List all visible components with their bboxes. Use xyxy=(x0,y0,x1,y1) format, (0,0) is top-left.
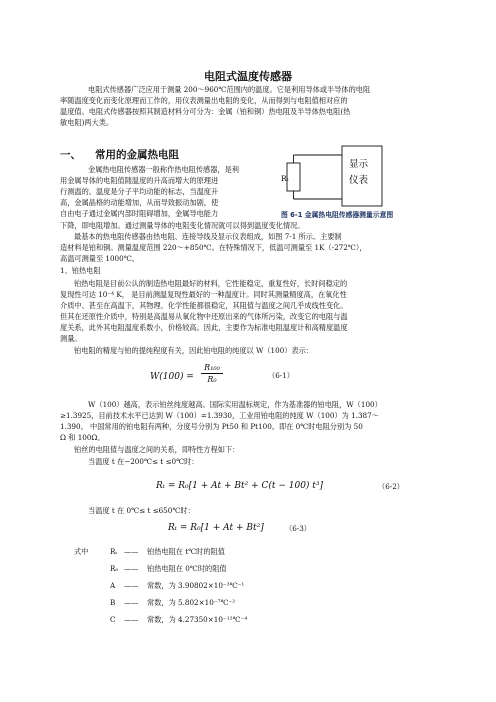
display-label-2: 仪表 xyxy=(349,175,369,186)
def-desc-a: 常数，为 3.90802×10⁻³℃⁻¹ xyxy=(147,581,245,590)
def-dash-b: —— xyxy=(124,598,139,607)
def-dash-r0: —— xyxy=(124,564,139,573)
eq1-denominator: R₀ xyxy=(207,375,217,384)
para1-line-1: 下降，即电阻增加。通过测量导体的电阻变化情况就可以得到温度变化情况。 xyxy=(60,221,305,230)
def-sym-a: A xyxy=(110,581,116,590)
intro-line-1: 电阻式传感器广泛应用于测量 200～960℃范围内的温度。它是利用导体或半导体的电阻 xyxy=(88,85,371,94)
circuit-diagram xyxy=(278,143,438,209)
eq1-lhs: W(100) = xyxy=(150,372,194,382)
wrap-line-5: 自由电子通过金属内部时阻碍增加，金属导电能力 xyxy=(60,209,219,218)
intro-line-2: 率随温度变化而变化原理而工作的，用仪表测量出电阻的变化，从而得到与电阻值相对应的 xyxy=(60,96,348,105)
para5: 铂丝的电阻值与温度之间的关系，即特性方程如下： xyxy=(74,445,240,454)
section-number: 一、 xyxy=(60,149,81,161)
eq2-label: （6-2） xyxy=(378,482,404,491)
subheading-platinum: 1、铂热电阻 xyxy=(60,266,101,275)
eq1-label: （6-1） xyxy=(268,371,294,380)
def-sym-b: B xyxy=(110,598,116,607)
def-dash-a: —— xyxy=(124,581,139,590)
para4-line-4: Ω 和 100Ω。 xyxy=(60,433,105,442)
intro-line-4: 敏电阻)两大类。 xyxy=(60,118,114,127)
def-sym-rt: Rₜ xyxy=(110,547,118,556)
para2-line-6: 测量。 xyxy=(60,334,82,343)
para2-line-4: 但其在还原性介质中，特别是高温易从氧化物中还原出来的气体所污染，改变它的电阻与温 xyxy=(60,312,348,321)
para2-line-2: 复现性可达 10⁻⁴ K， 是目前测温复现性最好的一种温度计。同时其测量精度高，在氧化性 xyxy=(60,290,347,299)
figure-caption: 图 6-1 金属热电阻传感器测量示意图 xyxy=(281,211,394,219)
def-desc-r0: 铂热电阻在 0℃时的阻值 xyxy=(147,564,227,573)
para2-line-3: 介质中、甚至在高温下，其物理、化学性能都很稳定，其阻值与温度之间几乎成线性变化。 xyxy=(60,301,348,310)
def-desc-b: 常数，为 5.802×10⁻⁷℃⁻² xyxy=(147,598,236,607)
intro-line-3: 温度值。电阻式传感器按照其制造材料分可分为：金属（铂和铜）热电阻及半导体热电阻(热 xyxy=(60,107,351,116)
page-title: 电阻式温度传感器 xyxy=(204,70,292,83)
section-title: 常用的金属热电阻 xyxy=(95,149,179,161)
wrap-line-4: 高，金属晶格的动能增加，从而导致振动加剧，使 xyxy=(60,198,219,207)
def-desc-rt: 铂热电阻在 t℃时的阻值 xyxy=(147,547,225,556)
section-heading xyxy=(60,147,179,162)
def-sym-r0: R₀ xyxy=(110,564,119,573)
para4-line-3: 1.390。 中国常用的铂电阻有两种，分度号分别为 Pt50 和 Pt100。即在 0℃时电阻分别为 50 xyxy=(60,422,363,431)
para2-line-1: 铂热电阻是目前公认的制造热电阻最好的材料，它性能稳定，重复性好，长时间稳定的 xyxy=(74,279,348,288)
resistor-label: Rₜ xyxy=(281,174,289,183)
def-sym-c: C xyxy=(110,615,116,624)
condition-2: 当温度 t 在 0℃≤ t ≤650℃时： xyxy=(88,506,195,515)
display-label-1: 显示 xyxy=(349,159,369,170)
def-dash-rt: —— xyxy=(124,547,139,556)
para4-line-2: ≥1.3925，目前技术水平已达到 W（100）=1.3930，工业用铂电阻的纯度 W（100）为 1.387～ xyxy=(60,411,379,420)
wrap-line-3: 行测温的。温度是分子平均动能的标志，当温度升 xyxy=(60,187,219,196)
eq1-numerator: R₁₀₀ xyxy=(204,363,220,372)
eq1-fraction xyxy=(199,362,225,385)
eq3-label: （6-3） xyxy=(285,524,311,533)
resistor-symbol xyxy=(287,163,300,191)
para1-line-4: 高温可测量至 1000℃。 xyxy=(60,254,139,263)
where-label: 式中 xyxy=(74,547,89,556)
para4-line-1: W（100）越高，表示铂丝纯度越高。国际实用温标规定，作为基准器的铂电阻，W（100） xyxy=(88,400,382,409)
eq2: Rₜ = R₀[1 + At + Bt² + C(t − 100) t³] xyxy=(156,481,324,491)
def-desc-c: 常数，为 4.27350×10⁻¹²℃⁻⁴ xyxy=(147,615,248,624)
wrap-line-2: 用金属导体的电阻值随温度的升高而增大的原理进 xyxy=(60,176,219,185)
wrap-line-1: 金属热电阻传感器一般称作热电阻传感器，是利 xyxy=(88,165,239,174)
eq3: Rₜ = R₀[1 + At + Bt²] xyxy=(168,523,264,533)
def-dash-c: —— xyxy=(124,615,139,624)
para3: 铂电阻的精度与铂的提纯程度有关，因此铂电阻的纯度以 W（100）表示： xyxy=(74,346,314,355)
circuit-svg xyxy=(278,143,438,209)
para1-line-3: 造材料是铂和铜。测量温度范围 220～+850℃。在特殊情况下，低温可测量至 1K（-272℃）， xyxy=(60,243,367,252)
para1-line-2: 最基本的热电阻传感器由热电阻、连接导线及显示仪表组成，如图 7-1 所示。主要制 xyxy=(74,232,342,241)
para2-line-5: 度关系，此外其电阻温度系数小，价格较高。因此，主要作为标准电阻温度计和高精度温度 xyxy=(60,323,348,332)
condition-1: 当温度 t 在−200℃≤ t ≤0℃时： xyxy=(88,457,199,466)
